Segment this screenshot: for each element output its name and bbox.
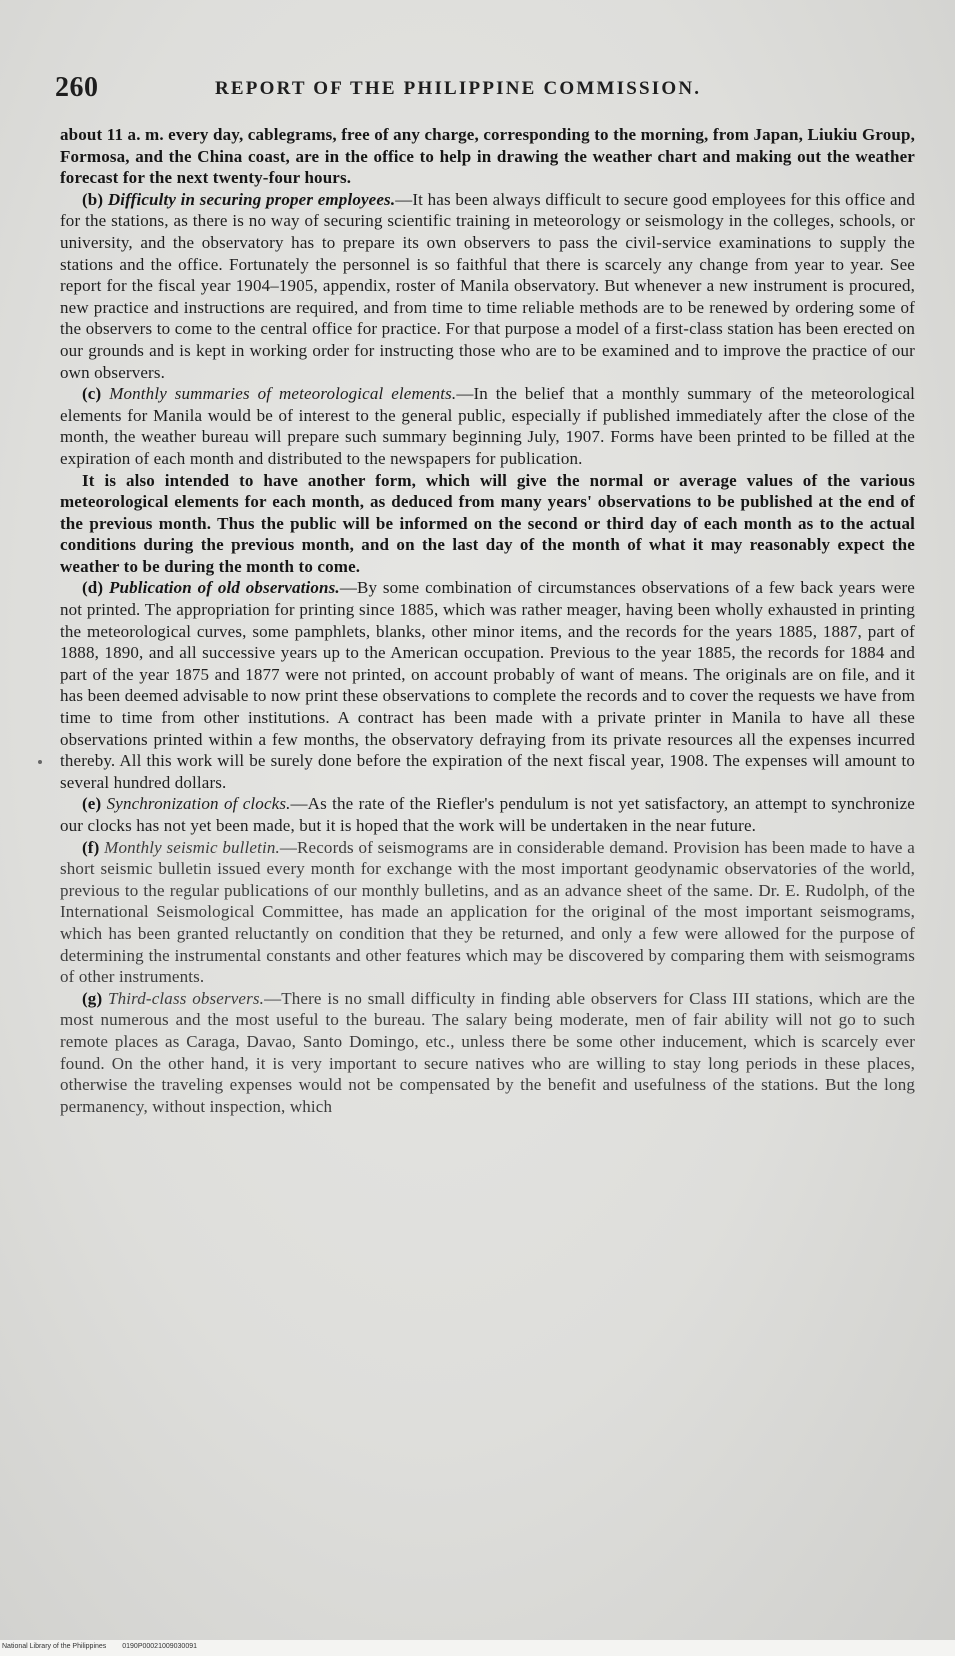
page-number: 260	[55, 72, 99, 103]
paragraph-d	[60, 577, 915, 793]
section-heading-f: Monthly seismic bulletin.	[104, 837, 280, 857]
section-text-d: —By some combination of circumstances observations of a few back years were not printed. The appropriation for printing since 1885, which was rather meager, having been wholly exhausted in printing the meteorological curves, some pamphlets, blanks, other minor items, and the records for the years 1885, 1887, part of 1888, 1890, and all successive years up to the American occupation. Previous to the year 1885, the records for 1884 and part of the year 1875 and 1877 were not printed, on account probably of want of means. The originals are on file, and it has been deemed advisable to now print these observations to complete the records and to cover the requests we have from time to time from other institutions. A contract has been made with a private printer in Manila to have all these observations printed within a few months, the observatory defraying from its private resources all the expenses incurred thereby. All this work will be surely done before the expiration of the next fiscal year, 1908. The expenses will amount to several hundred dollars.	[60, 578, 915, 792]
section-label-f: (f)	[82, 837, 100, 857]
scan-mark	[38, 760, 42, 764]
section-label-b: (b)	[82, 189, 104, 209]
section-label-c: (c)	[82, 384, 102, 404]
section-text-b: —It has been always difficult to secure good employees for this office and for the stations, as there is no way of securing scientific training in meteorology or seismology in the colleges, schools, or university, and the observatory has to prepare its own observers to pass the civil-service examinations to supply the stations and the office. Fortunately the personnel is so faithful that there is scarcely any change from year to year. See report for the fiscal year 1904–1905, appendix, roster of Manila observatory. But whenever a new instrument is procured, new practice and instructions are required, and from time to time reliable methods are to be renewed by ordering some of the observers to come to the central office for practice. For that purpose a model of a first-class station has been erected on our grounds and is kept in working order for instructing those who are to be examined and to improve the practice of our own observers.	[60, 189, 915, 382]
page-header	[55, 72, 925, 112]
section-label-g: (g)	[82, 988, 103, 1008]
paragraph-c-continued: It is also intended to have another form, which will give the normal or average values of the various meteorological elements for each month, as deduced from many years' observations to be published at the end of the previous month. Thus the public will be informed on the second or third day of each month as to the actual conditions during the previous month, and on the last day of the month of what it may reasonably expect the weather to be during the month to come.	[60, 470, 915, 576]
section-text-e: —As the rate of the Riefler's pendulum is not yet satisfactory, an attempt to synchronize our clocks has not yet been made, but it is hoped that the work will be undertaken in the near future.	[60, 794, 915, 835]
running-title: REPORT OF THE PHILIPPINE COMMISSION.	[215, 78, 702, 99]
section-heading-b: Difficulty in securing proper employees.	[107, 189, 396, 209]
paragraph-e	[60, 793, 915, 836]
footer-credit	[2, 1643, 211, 1650]
section-label-d: (d)	[82, 578, 104, 598]
section-heading-e: Synchronization of clocks.	[106, 794, 291, 814]
section-text-c: —In the belief that a monthly summary of the meteorological elements for Manila would be of interest to the general public, especially if published immediately after the close of the month, the weather bureau will prepare such summary beginning July, 1907. Forms have been printed to be filled at the expiration of each month and distributed to the newspapers for publication.	[60, 384, 916, 468]
paragraph-b	[60, 189, 915, 383]
section-heading-d: Publication of old observations.	[109, 578, 340, 598]
section-text-f: —Records of seismograms are in considerable demand. Provision has been made to have a short seismic bulletin issued every month for exchange with the most important geodynamic observatories of the world, previous to the regular publications of our monthly bulletins, and as an advance sheet of the same. Dr. E. Rudolph, of the International Seismological Committee, has made an application for the original of the most important seismograms, which has been granted reluctantly on condition that they be returned, and only a few were allowed for the purpose of determining the instrumental constants and other features which may be discovered by comparing them with seismograms of other instruments.	[60, 837, 915, 987]
section-text-g: —There is no small difficulty in finding able observers for Class III stations, which are the most numerous and the most useful to the bureau. The salary being moderate, men of fair ability will not go to such remote places as Caraga, Davao, Santo Domingo, etc., unless there be some other inducement, which is scarcely ever found. On the other hand, it is very important to secure natives who are willing to stay long periods in these places, otherwise the traveling expenses would not be compensated by the benefit and usefulness of the stations. But the long permanency, without inspection, which	[60, 988, 916, 1116]
footer-code: 0190P00021009030091	[122, 1643, 197, 1650]
section-heading-c: Monthly summaries of meteorological elements.	[109, 384, 457, 404]
footer-library: National Library of the Philippines	[2, 1643, 107, 1650]
paragraph-c	[60, 383, 915, 469]
section-heading-g: Third-class observers.	[108, 988, 265, 1008]
body-text	[60, 124, 915, 1117]
paragraph-g	[60, 988, 915, 1118]
paragraph-f	[60, 837, 915, 988]
paragraph-intro: about 11 a. m. every day, cablegrams, free of any charge, corresponding to the morning, from Japan, Liukiu Group, Formosa, and the China coast, are in the office to help in drawing the weather chart and making out the weather forecast for the next twenty-four hours.	[60, 125, 915, 188]
section-label-e: (e)	[82, 794, 102, 814]
